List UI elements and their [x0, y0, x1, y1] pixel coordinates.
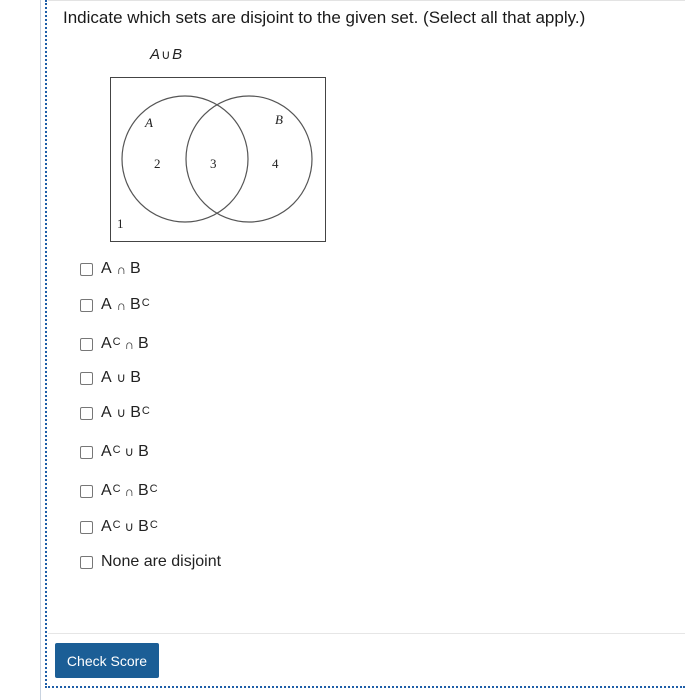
checkbox-option-8[interactable] — [80, 521, 93, 534]
option-3-right: B — [137, 335, 149, 352]
checkbox-option-6[interactable] — [80, 446, 93, 459]
option-7-operator: ∩ — [124, 483, 134, 499]
option-8-left: A — [101, 518, 112, 535]
option-6-right: B — [138, 443, 149, 460]
given-set-expression — [150, 46, 182, 63]
option-5-operator: ∪ — [116, 405, 127, 420]
checkbox-option-none[interactable] — [80, 556, 93, 569]
check-score-button[interactable]: Check Score — [55, 643, 159, 678]
venn-region-1: 1 — [117, 216, 124, 231]
option-7-right: B — [137, 482, 149, 499]
option-5-left: A — [101, 404, 112, 421]
given-set-left: A — [150, 46, 161, 63]
footer-divider — [48, 633, 685, 634]
option-none-label: None are disjoint — [101, 553, 222, 570]
option-2[interactable]: A ∩ B $^C$ — [80, 296, 150, 314]
checkbox-option-3[interactable] — [80, 338, 93, 351]
option-8[interactable]: A $^C$ ∪ B $^C$ — [80, 518, 158, 536]
option-1-right: B — [130, 260, 141, 277]
option-3-left: A — [101, 335, 112, 352]
option-5[interactable]: A ∪ B $^C$ — [80, 404, 150, 422]
checkbox-option-4[interactable] — [80, 372, 93, 385]
option-8-operator: ∪ — [124, 519, 135, 534]
venn-circle-a — [122, 96, 248, 222]
venn-universe-box — [111, 78, 326, 242]
option-5-right: B — [130, 404, 141, 421]
frame-bottom-dotted — [45, 686, 685, 688]
given-set-operator: ∪ — [161, 47, 171, 62]
option-4[interactable] — [80, 369, 142, 387]
option-2-operator: ∩ — [116, 297, 127, 313]
option-4-right: B — [130, 369, 141, 386]
given-set-right: B — [172, 46, 183, 63]
frame-top-line — [48, 0, 685, 1]
option-2-left: A — [101, 296, 112, 313]
venn-region-3: 3 — [210, 156, 217, 171]
venn-label-b: B — [275, 112, 283, 127]
checkbox-option-1[interactable] — [80, 263, 93, 276]
option-7[interactable]: A $^C$ ∩ B $^C$ — [80, 482, 158, 500]
option-6-operator: ∪ — [124, 444, 135, 459]
option-1-left: A — [101, 260, 112, 277]
option-4-operator: ∪ — [116, 370, 127, 385]
checkbox-option-2[interactable] — [80, 299, 93, 312]
option-1[interactable] — [80, 260, 142, 278]
option-6-left: A — [101, 443, 112, 460]
option-6[interactable]: A $^C$ ∪ B — [80, 443, 150, 461]
option-2-right: B — [130, 296, 141, 313]
venn-region-4: 4 — [272, 156, 279, 171]
option-4-left: A — [101, 369, 112, 386]
option-3-operator: ∩ — [124, 336, 134, 352]
venn-circle-b — [186, 96, 312, 222]
venn-region-2: 2 — [154, 156, 161, 171]
option-7-left: A — [101, 482, 112, 499]
frame-left-dotted — [45, 0, 47, 688]
frame-left-edge — [40, 0, 41, 700]
checkbox-option-7[interactable] — [80, 485, 93, 498]
question-prompt: Indicate which sets are disjoint to the given set. (Select all that apply.) — [63, 8, 586, 27]
venn-label-a: A — [145, 115, 153, 130]
option-8-right: B — [138, 518, 149, 535]
venn-diagram — [110, 77, 326, 242]
option-1-operator: ∩ — [116, 261, 127, 277]
checkbox-option-5[interactable] — [80, 407, 93, 420]
option-3[interactable]: A $^C$ ∩ B — [80, 335, 150, 353]
option-none[interactable] — [80, 553, 221, 571]
